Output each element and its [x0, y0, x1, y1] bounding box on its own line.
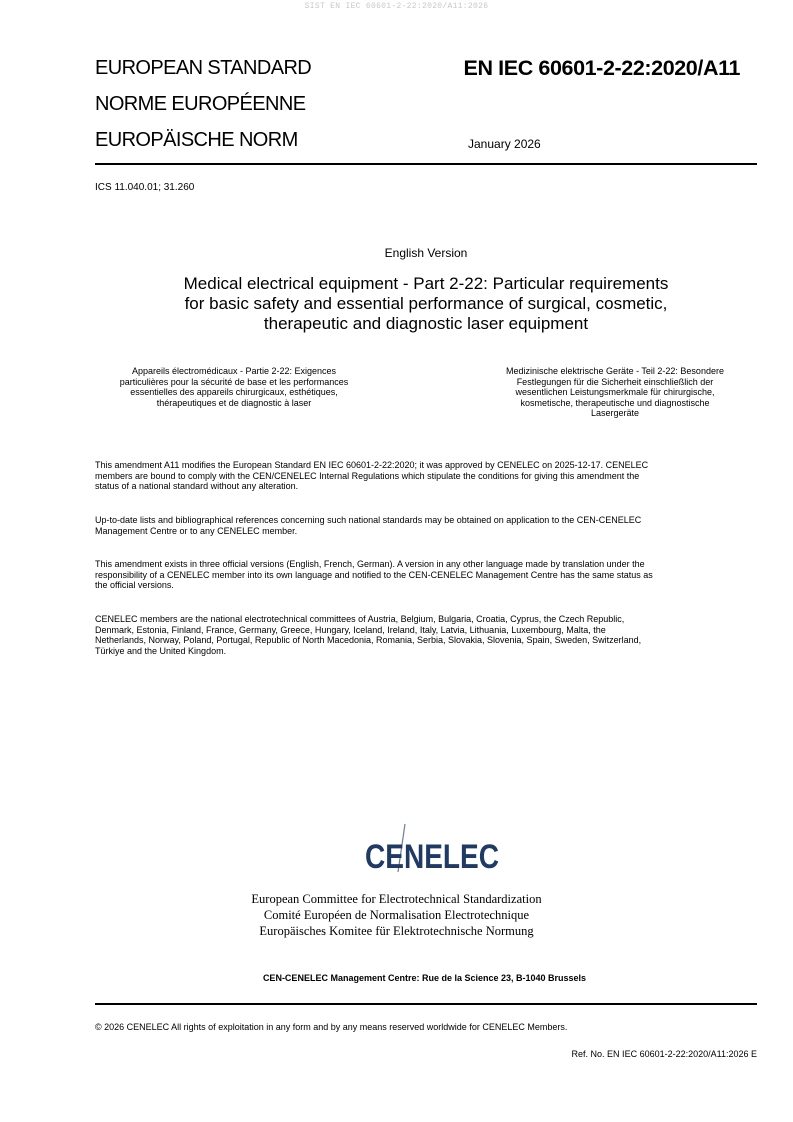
committee-name-german: Europäisches Komitee für Elektrotechnische Normung [259, 924, 534, 938]
reference-number: Ref. No. EN IEC 60601-2-22:2020/A11:2026 E [571, 1049, 757, 1059]
versions-paragraph [95, 559, 760, 591]
standard-type-german: EUROPÄISCHE NORM [95, 129, 298, 151]
german-title-line: Lasergeräte [590, 408, 640, 418]
approval-paragraph [95, 460, 760, 492]
french-title-line: particulières pour la sécurité de base et les performances [119, 376, 349, 387]
paragraph-line: the official versions. [95, 580, 174, 590]
title-line: Medical electrical equipment - Part 2-22: Particular requirements [183, 274, 669, 293]
german-title [465, 366, 765, 419]
publication-date: January 2026 [468, 137, 541, 151]
committee-names [0, 891, 793, 939]
committee-name-french: Comité Européen de Normalisation Electrotechnique [263, 908, 530, 922]
french-title-line: essentielles des appareils chirurgicaux, esthétiques, [130, 387, 338, 397]
french-title [84, 366, 384, 408]
french-title-line: Appareils électromédicaux - Partie 2-22: Exigences [131, 366, 337, 376]
paragraph-line: Netherlands, Norway, Poland, Portugal, Republic of North Macedonia, Romania, Serbia, Slovakia, Slovenia, Spain, Sweden, Switzerland, [95, 635, 642, 645]
header-divider [95, 163, 757, 165]
german-title-line: kosmetische, therapeutische und diagnostische [520, 397, 710, 408]
german-title-line: Festlegungen für die Sicherheit einschließlich der [516, 376, 714, 387]
ics-code: ICS 11.040.01; 31.260 [95, 182, 195, 193]
logo-wordmark: CENELEC [365, 838, 499, 876]
english-version-label: English Version [384, 246, 468, 260]
paragraph-line: status of a national standard without any alteration. [95, 481, 299, 491]
references-paragraph [95, 515, 760, 536]
document-title [95, 274, 757, 334]
paragraph-line: Türkiye and the United Kingdom. [95, 645, 227, 656]
french-title-line: thérapeutiques et de diagnostic à laser [156, 397, 312, 408]
paragraph-line: CENELEC members are the national electrotechnical committees of Austria, Belgium, Bulgaria, Croatia, Cyprus, the Czech Republic, [95, 614, 625, 624]
paragraph-line: Management Centre or to any CENELEC member. [95, 525, 298, 536]
title-line: therapeutic and diagnostic laser equipment [263, 314, 589, 333]
standard-type-french: NORME EUROPÉENNE [95, 93, 306, 115]
committee-name-english: European Committee for Electrotechnical Standardization [251, 892, 542, 906]
footer-divider [95, 1003, 757, 1005]
cenelec-logo [0, 822, 793, 876]
standard-type-english: EUROPEAN STANDARD [95, 57, 312, 79]
paragraph-line: This amendment A11 modifies the European Standard EN IEC 60601-2-22:2020; it was approved by CENELEC on 2025-12-17. CENELEC [95, 460, 649, 470]
paragraph-line: Denmark, Estonia, Finland, France, Germany, Greece, Hungary, Iceland, Ireland, Italy, Latvia, Lithuania, Luxembourg, Malta, the [95, 624, 606, 635]
german-title-line: Medizinische elektrische Geräte - Teil 2-22: Besondere [506, 366, 724, 376]
standard-number: EN IEC 60601-2-22:2020/A11 [463, 56, 740, 80]
management-centre-address: CEN-CENELEC Management Centre: Rue de la Science 23, B-1040 Brussels [262, 973, 587, 983]
paragraph-line: members are bound to comply with the CEN/CENELEC Internal Regulations which stipulate the conditions for giving this amendment the [95, 470, 640, 481]
paragraph-line: Up-to-date lists and bibliographical references concerning such national standards may be obtained on application to the CEN-CENELEC [95, 515, 642, 525]
copyright-notice: © 2026 CENELEC All rights of exploitation in any form and by any means reserved worldwide for CENELEC Members. [95, 1022, 568, 1032]
paragraph-line: This amendment exists in three official versions (English, French, German). A version in any other language made by translation under the [95, 559, 645, 569]
watermark-text: SIST EN IEC 60601-2-22:2020/A11:2026 [304, 2, 489, 11]
german-title-line: wesentlichen Leistungsmerkmale für chirurgische, [515, 387, 715, 397]
title-line: for basic safety and essential performance of surgical, cosmetic, [184, 294, 668, 313]
paragraph-line: responsibility of a CENELEC member into its own language and notified to the CEN-CENELEC Management Centre has the same status as [95, 569, 653, 580]
members-paragraph [95, 614, 760, 656]
